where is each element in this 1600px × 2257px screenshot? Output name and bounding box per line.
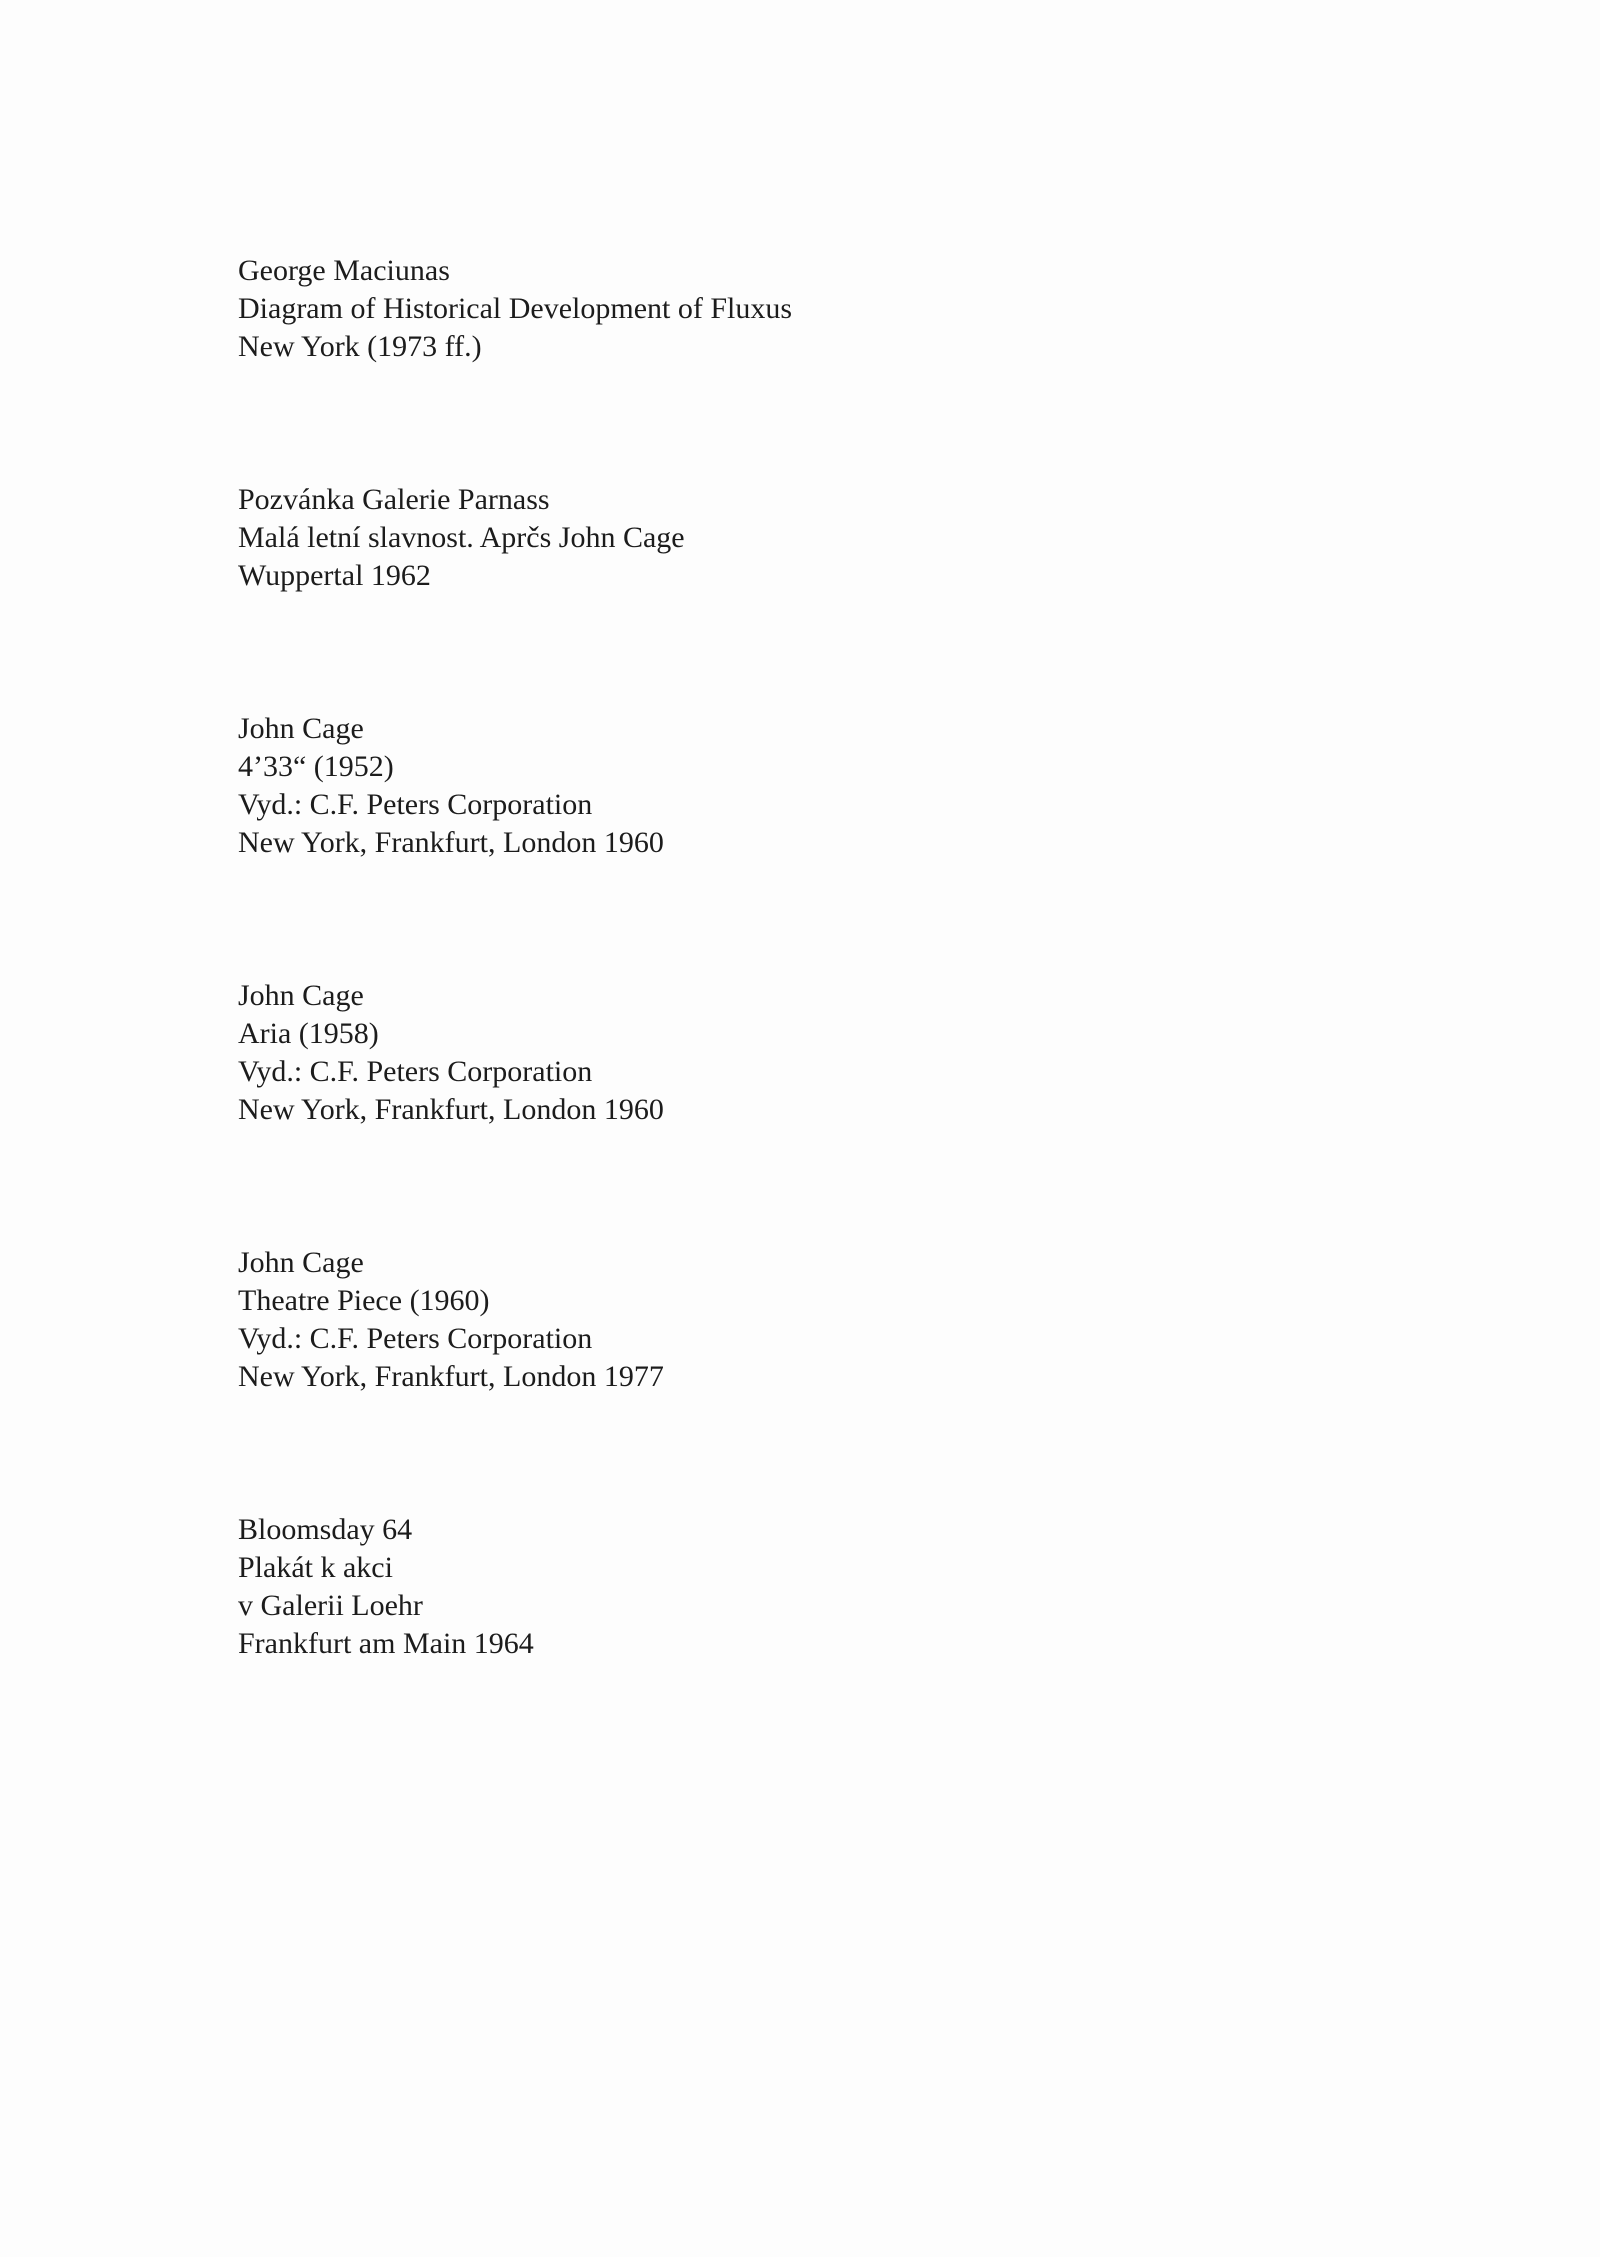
entry-maciunas-diagram [238,252,1438,366]
entry-subtitle: Plakát k akci [238,1551,393,1584]
entry-author: John Cage [238,979,364,1012]
entry-author: John Cage [238,1246,364,1279]
entry-cage-theatre-piece [238,1244,1438,1396]
entry-place-date: Wuppertal 1962 [238,559,431,592]
entry-publisher: Vyd.: C.F. Peters Corporation [238,788,593,821]
entry-author: John Cage [238,712,364,745]
entry-cage-aria [238,977,1438,1129]
entry-list [238,252,1438,1778]
entry-title: Diagram of Historical Development of Fluxus [238,292,793,325]
entry-place-date: New York (1973 ff.) [238,330,482,363]
entry-place-date: New York, Frankfurt, London 1977 [238,1360,664,1393]
entry-title: Aria (1958) [238,1017,379,1050]
entry-title: Bloomsday 64 [238,1513,413,1546]
entry-parnass-invitation [238,481,1438,595]
entry-author: George Maciunas [238,254,450,287]
entry-bloomsday-poster [238,1511,1438,1663]
entry-cage-433 [238,710,1438,862]
entry-publisher: Vyd.: C.F. Peters Corporation [238,1322,593,1355]
entry-title: 4’33“ (1952) [238,750,394,783]
entry-venue: v Galerii Loehr [238,1589,423,1622]
entry-title: Theatre Piece (1960) [238,1284,490,1317]
entry-subtitle: Malá letní slavnost. Aprčs John Cage [238,521,685,554]
entry-publisher: Vyd.: C.F. Peters Corporation [238,1055,593,1088]
entry-place-date: Frankfurt am Main 1964 [238,1627,534,1660]
entry-place-date: New York, Frankfurt, London 1960 [238,826,664,859]
entry-title: Pozvánka Galerie Parnass [238,483,550,516]
entry-place-date: New York, Frankfurt, London 1960 [238,1093,664,1126]
